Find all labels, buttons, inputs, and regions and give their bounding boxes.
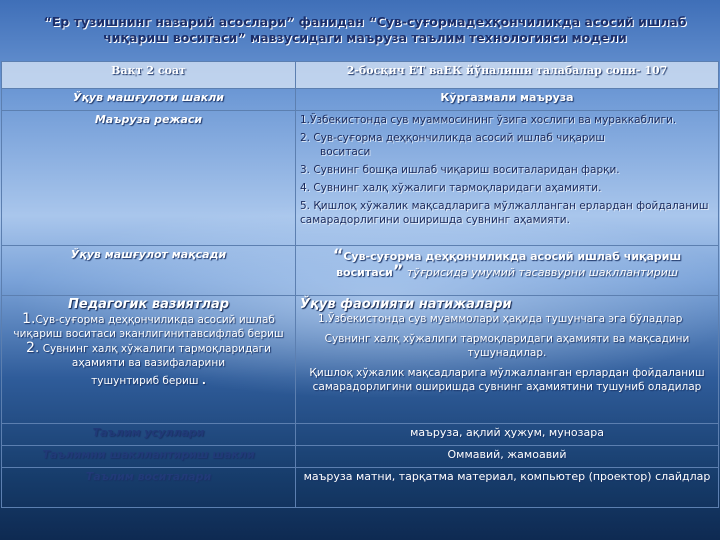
result-3: Қишлоқ хўжалик мақсадларига мўлжалланган ерлардан фойдаланиш самарадорлигини оширишда сувнинг аҳамиятини тушуниб оладилар: [309, 367, 705, 393]
task-1-text: Сув-суғорма деҳқончиликда асосий ишлаб чиқариш воситаси эканлигинитавсифлаб бериш: [13, 314, 284, 340]
list-item: 1.Ўзбекистонда сув муаммосининг ўзига хослиги ва мураккаблиги.: [300, 114, 677, 126]
goal-label: Ўқув машғулот мақсади: [2, 246, 296, 296]
table-row: [2, 246, 719, 296]
plan-label: Маъруза режаси: [2, 111, 296, 246]
result-1: 1.Ўзбекистонда сув муаммолари ҳақида тушунчага эга бўладлар: [318, 313, 683, 325]
list-item: 5. Қишлоқ хўжалик мақсадларига мўлжалланган ерлардан фойдаланиш самарадорлигини оширишда сувнинг аҳамияти.: [300, 200, 709, 226]
table-header-row: [2, 62, 719, 89]
students-cell: 2-босқич ЕТ ваЕК йўналиши талабалар сони- 107: [296, 62, 719, 89]
table-row: [2, 446, 719, 468]
result-2: Сувнинг халқ хўжалиги тармоқларидаги аҳамияти ва мақсадини тушунадилар.: [324, 333, 690, 359]
task-2-text: Сувнинг халқ хўжалиги тармоқларидаги аҳамияти ва вазифаларини: [42, 343, 271, 369]
form-label: Ўқув машғулоти шакли: [2, 89, 296, 111]
task-2: [6, 341, 291, 370]
list-item: воситаси: [320, 146, 371, 158]
task-2-period: .: [201, 375, 206, 387]
organization-value: Оммавий, жамоавий: [296, 446, 719, 468]
list-item: 3. Сувнинг бошқа ишлаб чиқариш воситаларидан фарқи.: [300, 164, 620, 176]
methods-value: маъруза, ақлий ҳужум, мунозара: [296, 424, 719, 446]
table-row: [2, 296, 719, 424]
methods-label: Таълим усуллари: [2, 424, 296, 446]
results-cell: [296, 296, 719, 424]
tasks-label: Педагогик вазиятлар: [67, 297, 230, 312]
results-label: Ўқув фаолияти натижалари: [300, 297, 512, 312]
means-label: Таълим воситалари: [2, 468, 296, 508]
task-1-number: 1.: [22, 311, 36, 327]
list-item: 4. Сувнинг халқ хўжалиги тармоқларидаги аҳамияти.: [300, 182, 602, 194]
plan-cell: [296, 111, 719, 246]
organization-label: Таълимни шакллантириш шакли: [2, 446, 296, 468]
plan-list: [300, 113, 714, 227]
goal-topic: Сув-суғорма деҳқончиликда асосий ишлаб чиқариш воситаси: [336, 250, 682, 279]
task-2-number: 2.: [26, 340, 40, 356]
page-title: “Ер тузишнинг назарий асослари” фанидан “Сув-суғормадехқончиликда асосий ишлаб чиқариш воситаси” мавзусидаги маъруза таълим технологияси модели: [43, 14, 687, 45]
task-1: [6, 312, 291, 341]
means-value: маъруза матни, тарқатма материал, компьютер (проектор) слайдлар: [296, 468, 719, 508]
tasks-cell: [2, 296, 296, 424]
table-row: [2, 111, 719, 246]
task-2-continued: [6, 374, 291, 388]
table-row: [2, 468, 719, 508]
table-row: [2, 424, 719, 446]
goal-rest: тўғрисида умумий тасаввурни шакллантириш: [406, 266, 678, 279]
close-quote: ”: [392, 261, 404, 280]
form-value: Кўргазмали маъруза: [296, 89, 719, 111]
lesson-model-table: [1, 61, 719, 508]
table-row: [2, 89, 719, 111]
task-2-text-end: тушунтириб бериш: [91, 375, 199, 387]
goal-cell: [296, 246, 719, 296]
list-item: 2. Сув-суғорма деҳқончиликда асосий ишлаб чиқариш: [300, 132, 606, 144]
time-cell: Вақт 2 соат: [2, 62, 296, 89]
open-quote: “: [332, 245, 344, 264]
